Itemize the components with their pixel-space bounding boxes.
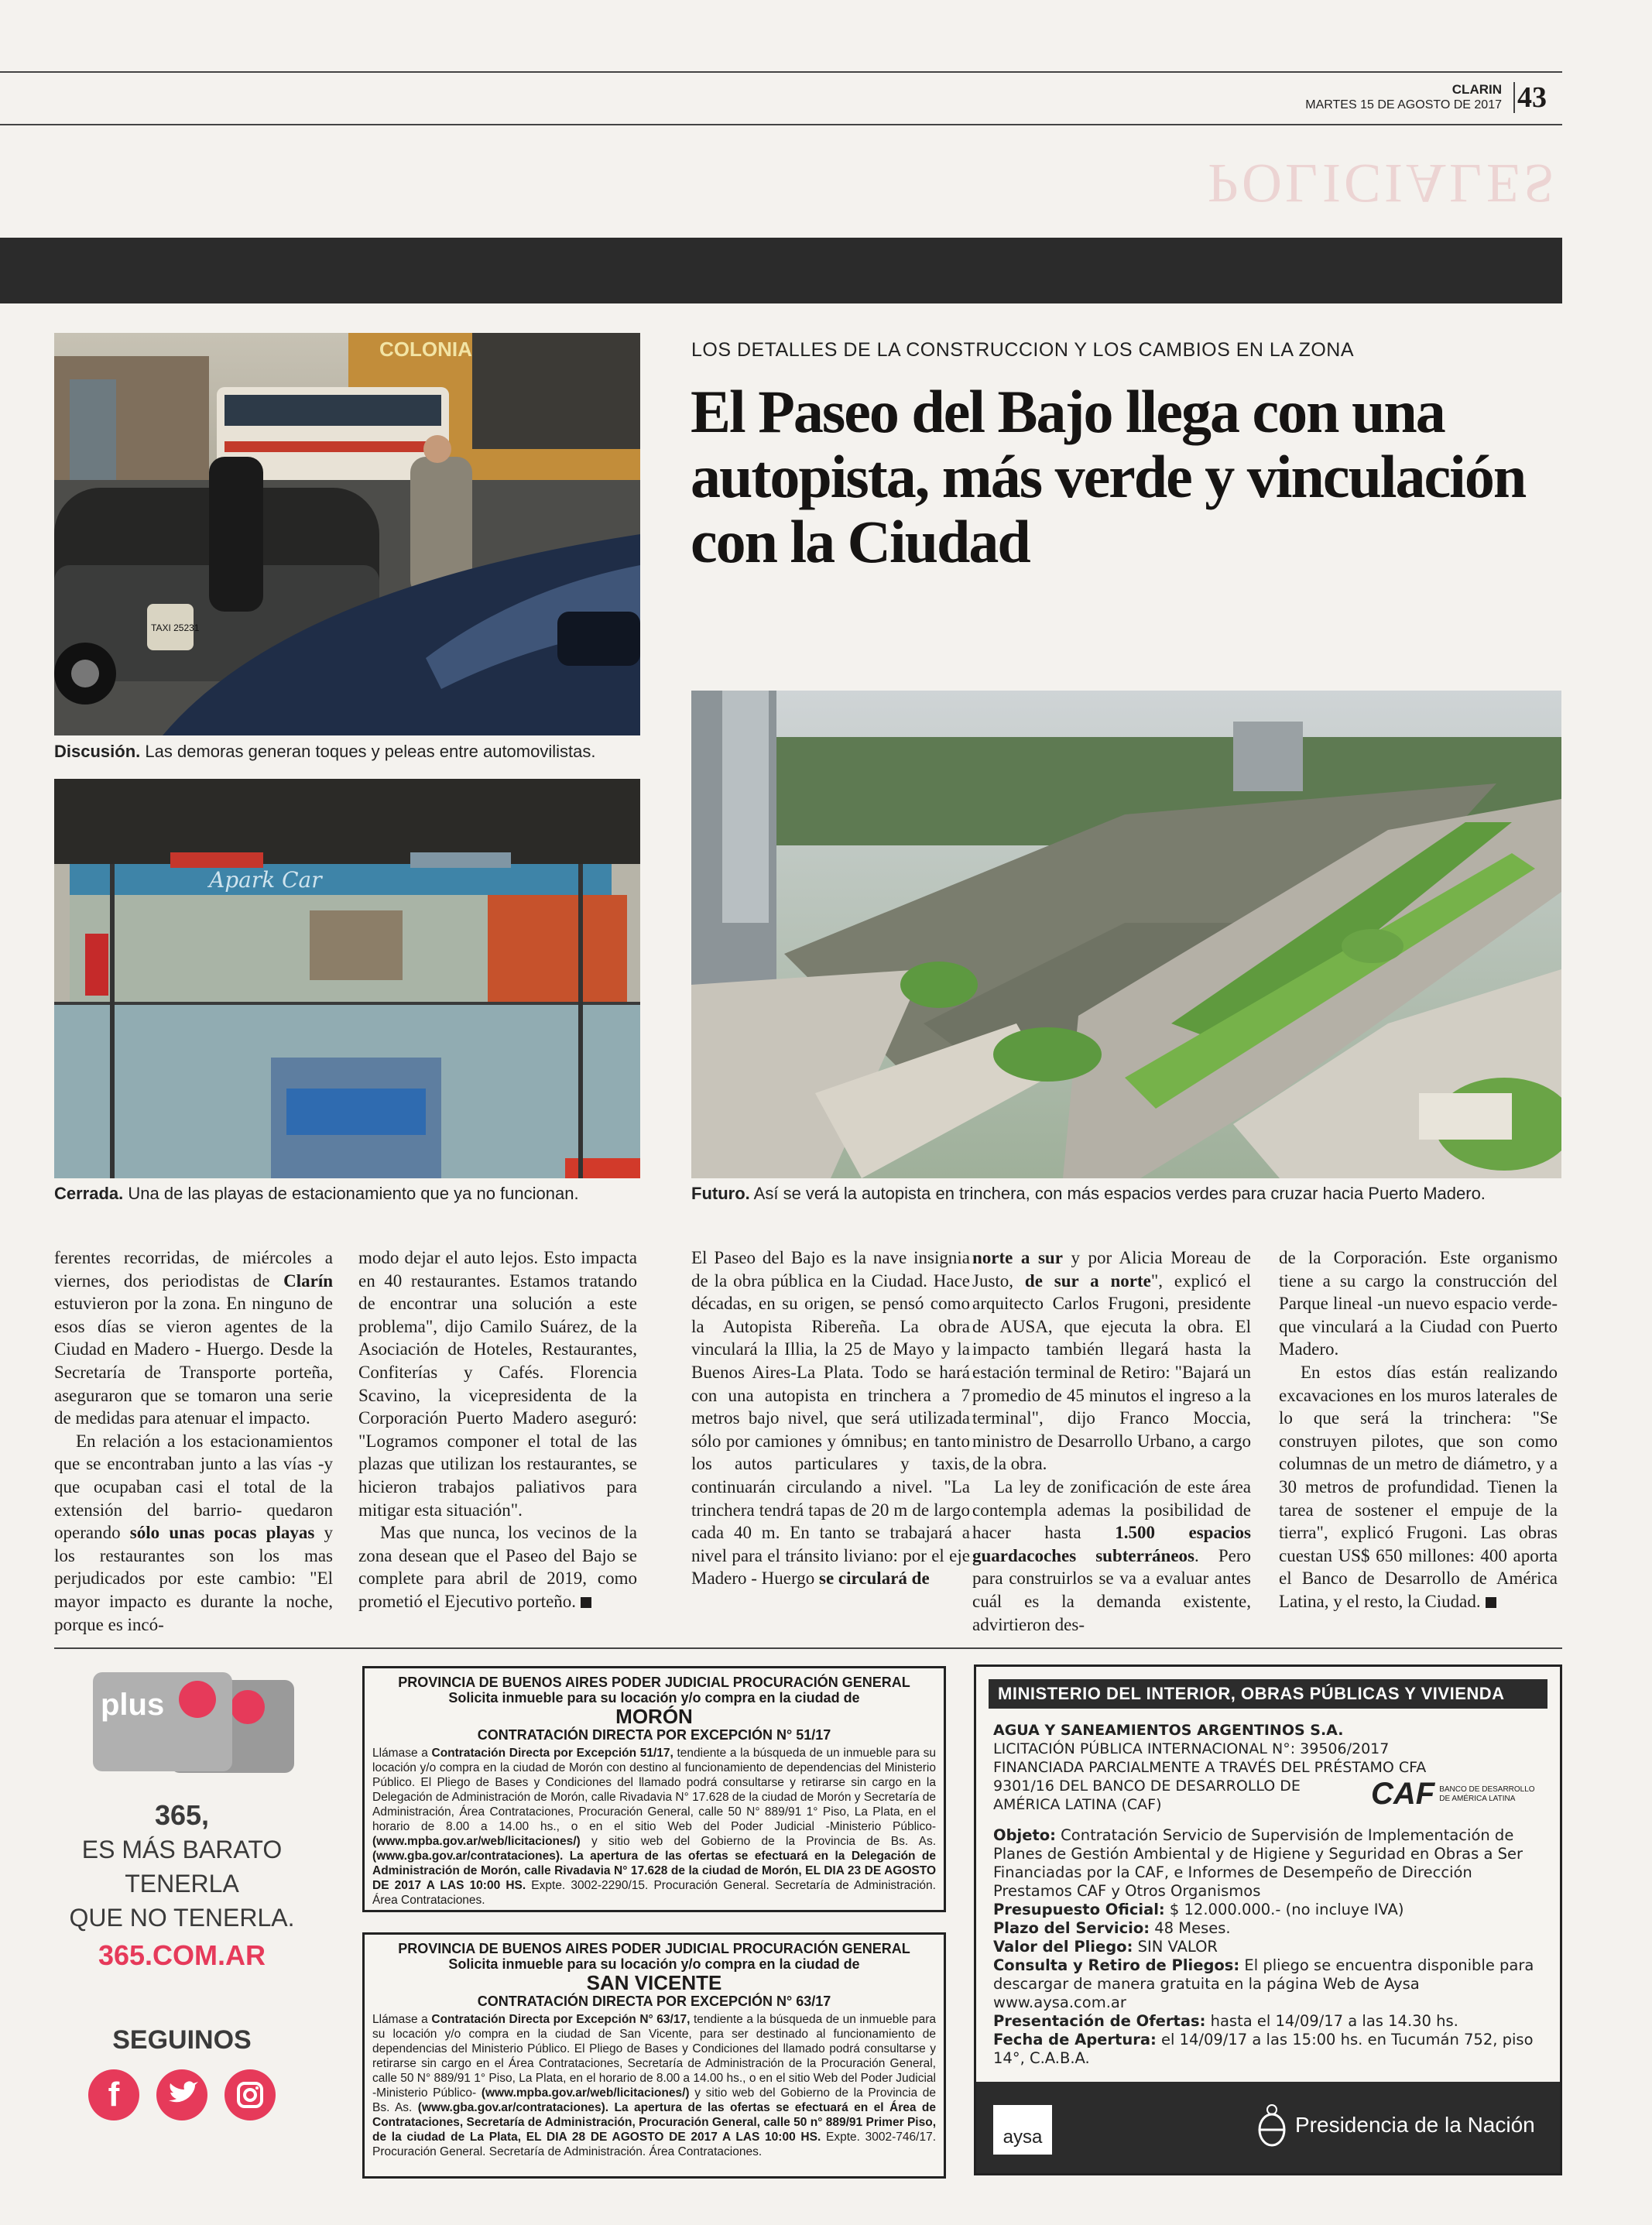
text-run-bold: se circulará de bbox=[819, 1568, 930, 1589]
top-rule bbox=[0, 71, 1562, 73]
notice-contract: CONTRATACIÓN DIRECTA POR EXCEPCIÓN N° 51/17 bbox=[477, 1727, 831, 1743]
paragraph bbox=[1279, 1361, 1558, 1613]
paragraph bbox=[358, 1521, 637, 1613]
paragraph bbox=[54, 1430, 333, 1636]
text-run: El Paseo del Bajo es la nave insignia de la obra pública en la Ciudad. Hace décadas, en su origen, se pensó como la Autopista Ribereña. La obra vinculará la Illia, la 25 de Mayo y la Buenos Aires-La Plata. Todo se hará con una autopista en trinchera a 7 metros bajo nivel, que será utilizada sólo por camiones y ómnibus; en tanto los autos particulares y taxis, continuarán circulando a nivel. "La trinchera tendrá tapas de 20 m de largo cada 40 m. En tanto se trabajará a nivel para el tránsito liviano: por el eje Madero - Huergo bbox=[691, 1248, 970, 1589]
ad-url[interactable]: 365.COM.AR bbox=[98, 1939, 266, 1971]
newspaper-name: CLARIN bbox=[1451, 82, 1502, 97]
text-run: y los restaurantes son los mas perjudicados por este cambio: "El mayor impacto es durante la noche, porque es incó- bbox=[54, 1523, 334, 1634]
text-run-bold: Contratación Directa por Excepción 51/17, bbox=[431, 1747, 673, 1760]
social-icons bbox=[54, 2069, 310, 2120]
text-run-bold: (www.gba.gov.ar/contrataciones). La apertura de las ofertas se efectuará en la Delegación de Administración de Morón, calle Rivadavia N° 17.628 de la ciudad de Morón, EL DIA 23 DE AGOSTO DE 2017 A LAS 10:00 HS. bbox=[372, 1850, 936, 1892]
text-run: . Pero para construirlos se va a evaluar antes cuál es la demanda existente, advirtieron des- bbox=[972, 1545, 1251, 1634]
text-run-bold: 1.500 espacios guardacoches subterráneos bbox=[972, 1523, 1252, 1565]
text-run: Mas que nunca, los vecinos de la zona desean que el Paseo del Bajo se complete para abril de 2019, como prometió el Ejecutivo porteño. bbox=[358, 1523, 637, 1611]
ad-follow: SEGUINOS bbox=[112, 2025, 252, 2055]
article-headline: El Paseo del Bajo llega con una autopista, más verde y vinculación con la Ciudad bbox=[691, 378, 1526, 575]
aysa-logo bbox=[993, 2105, 1052, 2155]
notice-body bbox=[372, 1746, 936, 1908]
card-label: plus bbox=[101, 1688, 165, 1722]
field-label: Valor del Pliego: bbox=[993, 1938, 1133, 1956]
field-value: Contratación Servicio de Supervisión de Implementación de Planes de Gestión Ambiental y de Higiene y Seguridad en Obras a Ser Financiadas por la CAF, e Informes de Desempeño de Dirección Prestamos CAF y Otros Organismos bbox=[993, 1826, 1523, 1900]
photo-rendering bbox=[691, 691, 1561, 1178]
tender-details bbox=[993, 1826, 1551, 2068]
field-value: hasta el 14/09/17 a las 14.30 hs. bbox=[1205, 2012, 1458, 2030]
article-column-1 bbox=[54, 1246, 333, 1636]
field-value: $ 12.000.000.- (no incluye IVA) bbox=[1164, 1901, 1404, 1918]
notice-subheading: Solicita inmueble para su locación y/o compra en la ciudad de bbox=[448, 1956, 860, 1972]
notice-link[interactable]: (www.mpba.gov.ar/web/licitaciones/) bbox=[372, 1835, 581, 1848]
text-run-bold: norte a sur bbox=[972, 1248, 1063, 1267]
company-name: AGUA Y SANEAMIENTOS ARGENTINOS S.A. bbox=[993, 1722, 1344, 1739]
card-graphic bbox=[54, 1672, 310, 1788]
notice-link[interactable]: (www.mpba.gov.ar/web/licitaciones/) bbox=[481, 2086, 690, 2100]
notice-subheading: Solicita inmueble para su locación y/o compra en la ciudad de bbox=[448, 1690, 860, 1706]
paragraph bbox=[972, 1246, 1251, 1476]
twitter-icon[interactable] bbox=[156, 2069, 207, 2120]
text-run: tendiente a la búsqueda de un inmueble para su locación y/o compra en la ciudad de San Vicente, para ser destinado al funcionamiento de dependencias del Ministerio Público. El Pliego de Bases y Condiciones del llamado podrá consultarse y retirarse sin cargo en el Área Contrataciones, Secretaría de Administración de la Procuración General, calle 50 N° 889/91 1° Piso, La Plata, en el horario de 8.00 a 14.00 hs., o en el sitio Web del Poder Judicial -Ministerio Público- bbox=[372, 2013, 936, 2100]
notice-heading: PROVINCIA DE BUENOS AIRES PODER JUDICIAL PROCURACIÓN GENERAL bbox=[398, 1941, 910, 1956]
text-run: tendiente a la búsqueda de un inmueble para su locación y/o compra en la ciudad de Morón con destino al funcionamiento de dependencias del Ministerio Público. El Pliego de Bases y Condiciones del llamado podrá consultarse y retirarse sin cargo en la Delegación de Administración de Morón, calle Rivadavia N° 17.628 de la ciudad de Morón y Secretaría de Administración, Área Contrataciones, Procuración General, calle 50 N° 889/91 1° Piso, La Plata, en el horario de 8.00 a 14.00 hs., o en el sitio Web del Poder Judicial -Ministerio Público- bbox=[372, 1747, 936, 1833]
presidency-label: Presidencia de la Nación bbox=[1295, 2113, 1535, 2137]
photo-traffic bbox=[54, 333, 640, 735]
text-run-bold: sólo unas pocas playas bbox=[129, 1523, 315, 1543]
text-run: ", explicó el arquitecto Carlos Frugoni, presidente de AUSA, que ejecuta la obra. El impacto también llegará hasta la estación terminal de Retiro: "Bajará un promedio de 45 minutos el ingreso a la terminal", dijo Franco Moccia, ministro de Desarrollo Urbano, a cargo de la obra. bbox=[972, 1270, 1252, 1474]
ministry-footer bbox=[976, 2082, 1560, 2173]
field-value: 48 Meses. bbox=[1150, 1919, 1231, 1937]
caption-lead: Cerrada. bbox=[54, 1184, 124, 1203]
caption-lead: Futuro. bbox=[691, 1184, 750, 1203]
text-run: estuvieron por la zona. En ninguno de esos días se vieron agentes de la Ciudad en Madero - Huergo. Desde la Secretaría de Transporte porteña, aseguraron que se tomaron una serie de medidas para atenuar el impacto. bbox=[54, 1294, 333, 1428]
caption-rendering bbox=[691, 1183, 1566, 1205]
text-run: Expte. 3002-2290/15. Procuración General. Secretaría de Administración. Área Contrataciones. bbox=[372, 1879, 936, 1907]
text-run-bold: Contratación Directa por Excepción N° 63/17, bbox=[431, 2013, 691, 2026]
caption-closed-parking bbox=[54, 1183, 643, 1205]
instagram-icon[interactable] bbox=[224, 2069, 276, 2120]
text-run: Llámase a bbox=[372, 1747, 432, 1760]
notice-body bbox=[372, 2012, 936, 2159]
issue-date: MARTES 15 DE AGOSTO DE 2017 bbox=[1305, 98, 1502, 111]
text-run: Llámase a bbox=[372, 2013, 432, 2026]
caption-text: Así se verá la autopista en trinchera, con más espacios verdes para cruzar hacia Puerto Madero. bbox=[749, 1184, 1486, 1203]
caption-lead: Discusión. bbox=[54, 742, 141, 761]
end-mark-icon bbox=[581, 1597, 591, 1608]
text-run: En relación a los estacionamientos que se encontraban junto a las vías -y que ocupaban casi el total de la extensión del barrio- quedaron operando bbox=[54, 1431, 333, 1543]
header-bottom-rule bbox=[0, 124, 1562, 125]
article-column-3 bbox=[691, 1246, 970, 1590]
ad-line-2: ES MÁS BARATO bbox=[81, 1836, 283, 1863]
field-label: Plazo del Servicio: bbox=[993, 1919, 1150, 1937]
argentina-coat-of-arms-icon bbox=[1255, 2103, 1289, 2150]
ad-line-4: QUE NO TENERLA. bbox=[69, 1904, 295, 1932]
notice-place: MORÓN bbox=[615, 1705, 693, 1728]
page-number: 43 bbox=[1517, 81, 1547, 114]
caf-logo bbox=[1371, 1777, 1535, 1812]
notice-heading: PROVINCIA DE BUENOS AIRES PODER JUDICIAL PROCURACIÓN GENERAL bbox=[398, 1675, 910, 1690]
parking-sign: Apark Car bbox=[209, 867, 322, 893]
aysa-logo-text: aysa bbox=[1003, 2127, 1043, 2148]
field-label: Presupuesto Oficial: bbox=[993, 1901, 1165, 1918]
ad-line-1: 365, bbox=[154, 1799, 210, 1831]
field-value: El pliego se encuentra disponible para descargar de manera gratuita en la página Web de Aysa www.aysa.com.ar bbox=[993, 1956, 1534, 2011]
field-label: Presentación de Ofertas: bbox=[993, 2012, 1206, 2030]
legal-notice-moron bbox=[362, 1666, 946, 1912]
article-column-2 bbox=[358, 1246, 637, 1613]
tender-summary bbox=[993, 1721, 1426, 1814]
text-run-bold: Clarín bbox=[283, 1270, 333, 1291]
paragraph: modo dejar el auto lejos. Esto impacta en 40 restaurantes. Estamos tratando de encontrar una solución a este problema", dijo Camilo Suárez, de la Asociación de Hoteles, Restaurantes, Confiterías y Cafés. Florencia Scavino, la vicepresidenta de la Corporación Puerto Madero aseguró: "Logramos componer el total de las plazas que utilizan los restaurantes, se hicieron trabajos paliativos para mitigar esta situación". bbox=[358, 1248, 637, 1520]
taxi-sign: TAXI 25231 bbox=[151, 622, 200, 633]
field-value: SIN VALOR bbox=[1133, 1938, 1218, 1956]
caf-logo-mark: CAF bbox=[1371, 1777, 1435, 1811]
paragraph bbox=[691, 1246, 970, 1590]
tender-line: AMÉRICA LATINA (CAF) bbox=[993, 1796, 1162, 1813]
tender-line: 9301/16 DEL BANCO DE DESARROLLO DE bbox=[993, 1778, 1301, 1795]
caf-logo-sub: BANCO DE DESARROLLO bbox=[1439, 1784, 1535, 1794]
caf-logo-sub: DE AMÉRICA LATINA bbox=[1439, 1794, 1516, 1803]
bleed-through-section-title: POLICIALES bbox=[1208, 153, 1558, 214]
black-banner bbox=[0, 238, 1562, 303]
text-run: La ley de zonificación de este área contempla ademas la posibilidad de hacer hasta bbox=[972, 1476, 1251, 1543]
bus-sign: COLONIA bbox=[379, 338, 472, 361]
text-run: ferentes recorridas, de miércoles a viernes, dos periodistas de bbox=[54, 1248, 333, 1291]
text-run-bold: de sur a norte bbox=[1024, 1270, 1151, 1291]
paragraph bbox=[54, 1246, 333, 1430]
article-bottom-rule bbox=[54, 1647, 1562, 1649]
tender-line: LICITACIÓN PÚBLICA INTERNACIONAL N°: 39506/2017 bbox=[993, 1740, 1390, 1757]
paragraph bbox=[972, 1476, 1251, 1636]
text-run: y sitio web del Gobierno de la Provincia de Bs. As. bbox=[372, 2086, 936, 2114]
end-mark-icon bbox=[1486, 1597, 1496, 1608]
caption-text: Una de las playas de estacionamiento que ya no funcionan. bbox=[123, 1184, 579, 1203]
tender-line: FINANCIADA PARCIALMENTE A TRAVÉS DEL PRÉSTAMO CFA bbox=[993, 1759, 1427, 1776]
field-value: el 14/09/17 a las 15:00 hs. en Tucumán 752, piso 14°, C.A.B.A. bbox=[993, 2031, 1534, 2067]
notice-place: SAN VICENTE bbox=[586, 1971, 722, 1994]
caption-text: Las demoras generan toques y peleas entre automovilistas. bbox=[140, 742, 596, 761]
ministry-heading: MINISTERIO DEL INTERIOR, OBRAS PÚBLICAS Y VIVIENDA bbox=[989, 1679, 1547, 1709]
facebook-icon[interactable]: f bbox=[88, 2069, 139, 2120]
text-run: y por Alicia Moreau de Justo, bbox=[972, 1248, 1251, 1291]
text-run: Expte. 3002-746/17. Procuración General. Secretaría de Administración. Área Contrataciones. bbox=[372, 2131, 937, 2158]
ad-line-3: TENERLA bbox=[125, 1870, 239, 1898]
notice-contract: CONTRATACIÓN DIRECTA POR EXCEPCIÓN N° 63/17 bbox=[477, 1994, 831, 2009]
article-kicker: LOS DETALLES DE LA CONSTRUCCION Y LOS CAMBIOS EN LA ZONA bbox=[691, 339, 1355, 361]
paragraph: de la Corporación. Este organismo tiene a su cargo la construcción del Parque lineal -un nuevo espacio verde- que vinculará a la Ciudad con Puerto Madero. bbox=[1279, 1248, 1558, 1359]
ad-365 bbox=[54, 1672, 310, 2175]
article-column-5 bbox=[1279, 1246, 1558, 1613]
text-run: y sitio web del Gobierno de la Provincia de Bs. As. bbox=[580, 1835, 936, 1848]
photo-closed-parking bbox=[54, 779, 640, 1178]
text-run: En estos días están realizando excavaciones en los muros laterales de lo que será la trinchera: "Se construyen pilotes, que son como columnas de un metro de diámetro, y a 30 metros de profundidad. Tienen la tarea de sostener el empuje de la tierra", explicó Frugoni. Las obras cuestan US$ 650 millones: 400 aporta el Banco de Desarrollo de América Latina, y el resto, la Ciudad. bbox=[1279, 1362, 1558, 1611]
page-header bbox=[1285, 82, 1502, 113]
caption-traffic bbox=[54, 741, 643, 763]
field-label: Consulta y Retiro de Pliegos: bbox=[993, 1956, 1240, 1974]
field-label: Fecha de Apertura: bbox=[993, 2031, 1157, 2048]
field-label: Objeto: bbox=[993, 1826, 1056, 1844]
header-divider bbox=[1513, 82, 1515, 113]
article-column-4 bbox=[972, 1246, 1251, 1636]
legal-notice-san-vicente bbox=[362, 1932, 946, 2179]
ministry-tender-notice bbox=[974, 1664, 1562, 2175]
text-run-bold: (www.gba.gov.ar/contrataciones). La apertura de las ofertas se efectuará en el Área de Contrataciones, Secretaría de Administración, Procuración General, calle 50 n° 889/91 Primer Piso, de la ciudad de La Plata, EL DIA 28 DE AGOSTO DE 2017 A LAS 10:00 HS. bbox=[372, 2101, 936, 2144]
